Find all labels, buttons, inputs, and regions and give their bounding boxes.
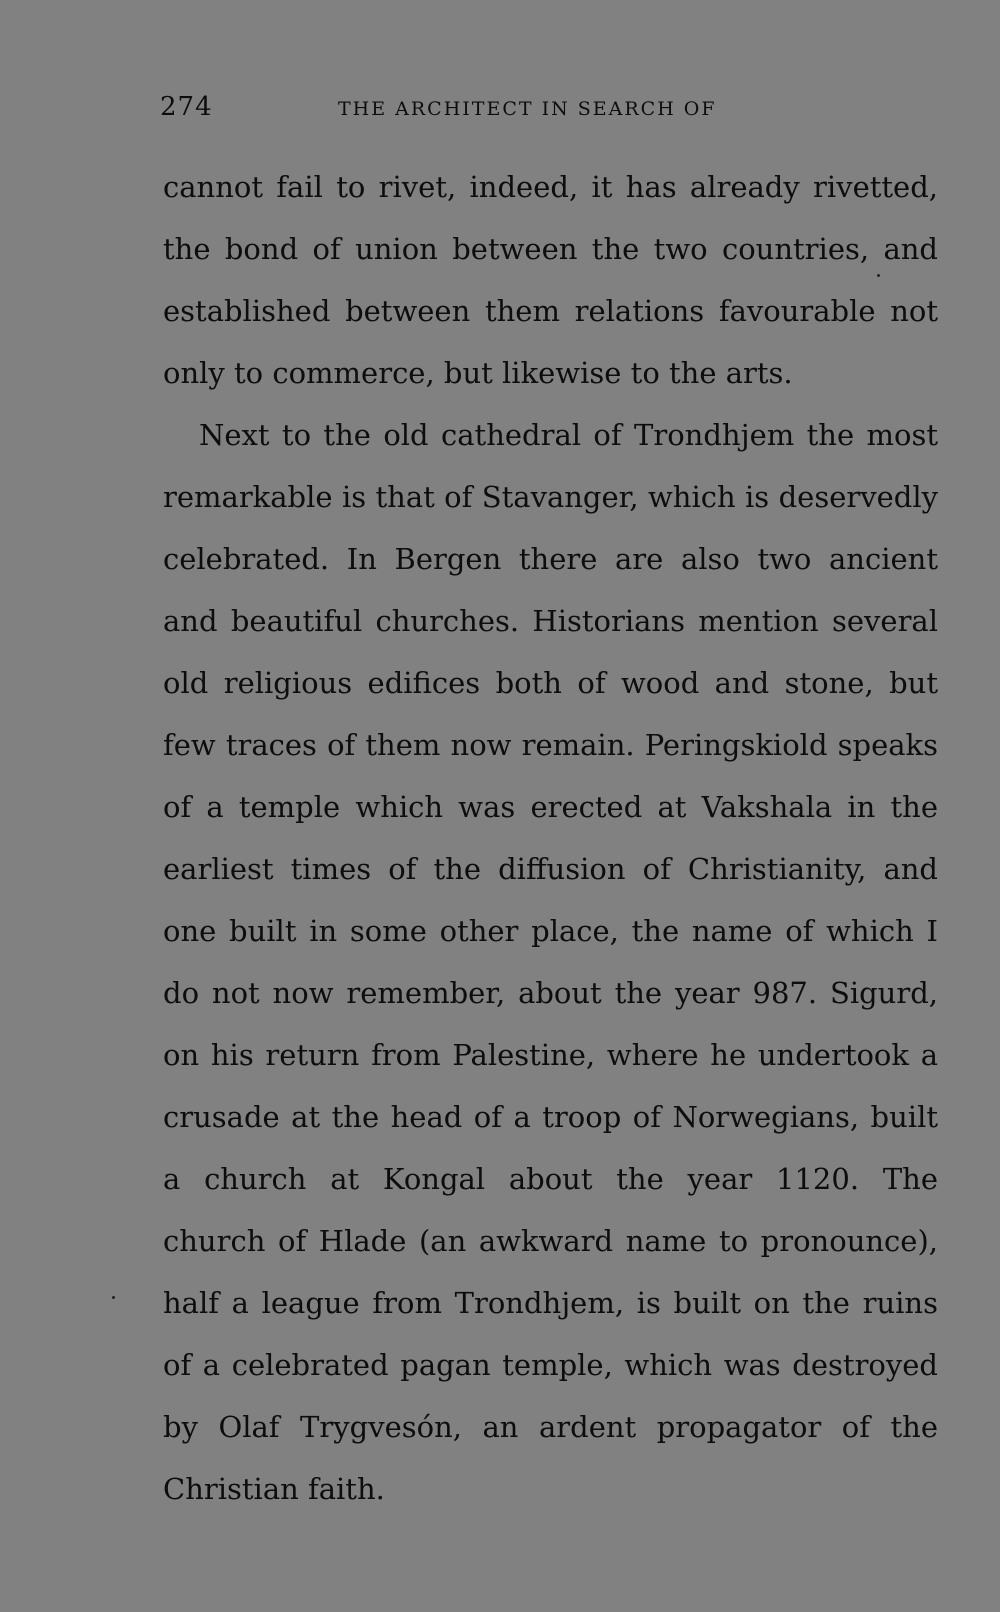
text-line: Christian faith. (163, 1472, 385, 1506)
text-line: of a celebrated pagan temple, which was destroyed (163, 1348, 938, 1382)
text-line: half a league from Trondhjem, is built on the ruins (163, 1286, 938, 1320)
text-line: few traces of them now remain. Peringskiold speaks (163, 728, 938, 762)
text-line: by Olaf Trygvesón, an ardent propagator of the (163, 1410, 938, 1444)
page-number: 274 (160, 92, 213, 122)
page-header (160, 88, 938, 128)
text-line: earliest times of the diffusion of Christianity, and (163, 852, 938, 886)
text-line: on his return from Palestine, where he undertook a (163, 1038, 938, 1072)
text-line: old religious edifices both of wood and stone, but (163, 666, 938, 700)
text-line: celebrated. In Bergen there are also two ancient (163, 542, 938, 576)
text-line: the bond of union between the two countries, and (163, 232, 938, 266)
text-line: do not now remember, about the year 987. Sigurd, (163, 976, 938, 1010)
text-line: crusade at the head of a troop of Norwegians, built (163, 1100, 938, 1134)
scan-speck (877, 274, 880, 277)
paragraph-1 (163, 156, 938, 404)
text-line: established between them relations favourable not (163, 294, 938, 328)
text-line: and beautiful churches. Historians mention several (163, 604, 938, 638)
scan-speck (112, 1296, 115, 1299)
body-text (163, 156, 938, 1520)
text-line: of a temple which was erected at Vakshala in the (163, 790, 938, 824)
text-line: remarkable is that of Stavanger, which is deservedly (163, 480, 938, 514)
text-line: a church at Kongal about the year 1120. The (163, 1162, 938, 1196)
text-line: church of Hlade (an awkward name to pronounce), (163, 1224, 938, 1258)
text-line: Next to the old cathedral of Trondhjem the most (199, 418, 938, 452)
text-line: only to commerce, but likewise to the arts. (163, 356, 793, 390)
text-line: cannot fail to rivet, indeed, it has already rivetted, (163, 170, 938, 204)
running-head: THE ARCHITECT IN SEARCH OF (338, 98, 717, 120)
text-line: one built in some other place, the name of which I (163, 914, 938, 948)
paragraph-2 (163, 404, 938, 1520)
